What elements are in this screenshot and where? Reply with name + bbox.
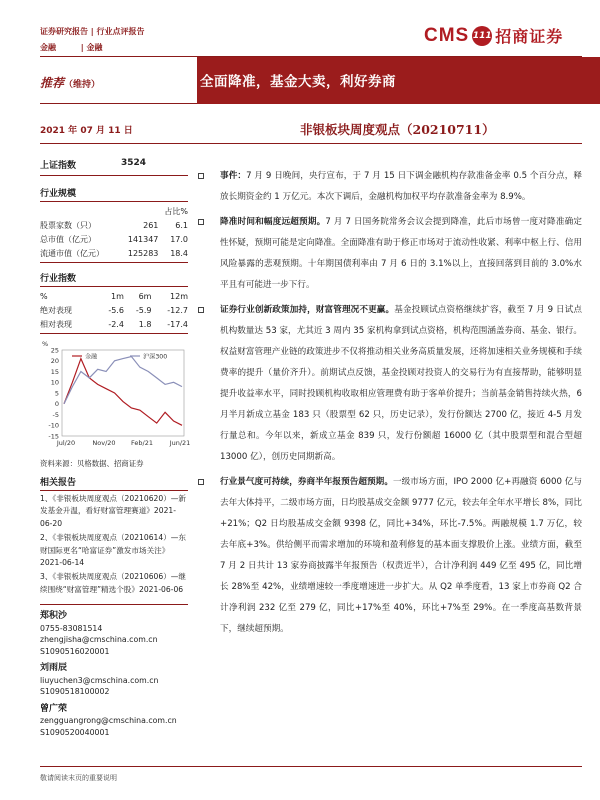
scale-title: 行业规模	[40, 189, 77, 199]
paragraph-body: 基金投顾试点资格继续扩容，截至 7 月 9 日试点机构数量达 53 家，尤其近 3 周内 35 家机构拿到试点资格，机构范围涵盖券商、基金、银行。权益财富管理产业链的政策进步不仅将推动相关业务高质量发展，还将加速相关业务规模和手续费率的提升（量价齐升）。前期试点反馈，基金投顾对投资人的交易行为有直接帮助，能够明显提升收益率水平，同时投顾机构收取相应管理费有助于客单价提升；当前基金销售持续火热，6 月半月新成立基金 183 只（股票型 62 只，历史记录），发行份额达 2700 亿，接近 4-5 月发行量总和。今年以来，新成立基金 839 只，发行份额超 16000 亿（其中股票型和混合型超 13000 亿），创历史同期新高。	[220, 305, 582, 462]
bullet-icon	[198, 307, 204, 313]
paragraph-head: 证券行业创新政策加持，财富管理况不更赢。	[220, 305, 395, 315]
x-tick-label: Jul/20	[56, 439, 76, 447]
bullet-icon	[198, 219, 204, 225]
table-row	[40, 232, 188, 246]
cell: 18.4	[170, 248, 188, 258]
y-tick-label: 15	[50, 367, 59, 376]
logo-mark-icon: 111	[472, 26, 492, 46]
index-value: 3524	[120, 158, 146, 168]
cell: 6.1	[175, 220, 188, 230]
cell: 141347	[127, 234, 159, 244]
x-tick-label: Nov/20	[92, 439, 116, 447]
analyst-email[interactable]: zhengjisha@cmschina.com.cn	[40, 635, 158, 645]
analyst-email[interactable]: zengguangrong@cmschina.com.cn	[40, 716, 177, 726]
table-row	[40, 317, 188, 331]
y-tick-label: -15	[48, 432, 59, 441]
plot-frame	[62, 350, 184, 436]
rating-status: （维持）	[64, 80, 101, 90]
y-tick-label: -5	[52, 410, 59, 419]
y-tick-label: 25	[50, 346, 59, 355]
col-header: %	[40, 291, 48, 301]
paragraph	[198, 166, 582, 208]
cell: 17.0	[170, 234, 188, 244]
cell: 261	[143, 220, 159, 230]
col-header: 1m	[111, 291, 124, 301]
table-row	[40, 218, 188, 232]
banner-title: 全面降准，基金大卖，利好券商	[200, 74, 396, 90]
y-tick-label: 5	[54, 389, 59, 398]
analyst-block	[40, 704, 188, 739]
divider	[40, 604, 188, 605]
sidebar	[40, 146, 191, 738]
analyst-email[interactable]: liuyuchen3@cmschina.com.cn	[40, 675, 159, 685]
table-row	[40, 246, 188, 260]
x-tick-label: Jun/21	[169, 439, 191, 447]
paragraph-body: 一级市场方面，IPO 2000 亿+再融资 6000 亿与去年大体持平，二级市场方面，日均股基成交金额 9777 亿元，较去年全年水平增长 8%，同比+21%；Q2 日均股基成交金额 9398 亿，同比+34%，环比-7.5%。两融规模 1.7 万亿，较去年底+3%。供给侧平而需求增加的环境和盈利修复的基本面支撑股价上涨。业绩方面，截至 7 月 2 日共计 13 家券商披露半年报预告（权责近半），合计净利润 449 亿至 495 亿，同比增长 28%至 42%，业绩增速较一季度增速进一步扩大。从 Q2 单季度看，13 家上市券商 Q2 合计净利润 232 亿至 279 亿，同比+17%至 40%，环比+7%至 29%。在一季度高基数背景下，继续超预期。	[220, 477, 582, 634]
cell: 125283	[127, 248, 159, 258]
table-row	[40, 303, 188, 317]
row-label: 绝对表现	[40, 305, 72, 315]
index-table	[40, 289, 188, 331]
report-body	[198, 166, 582, 644]
paragraph	[198, 300, 582, 468]
analyst-cert: S1090516020001	[40, 646, 110, 656]
scale-table	[40, 204, 188, 260]
divider	[40, 262, 188, 263]
title-rule	[40, 143, 582, 144]
index-name: 上证指数	[40, 161, 77, 171]
analyst-block	[40, 663, 188, 698]
paragraph	[198, 472, 582, 640]
analyst-name: 刘雨辰	[40, 663, 68, 674]
row-label: 相对表现	[40, 319, 72, 329]
cell: 1.8	[138, 319, 152, 329]
rating-label: 推荐	[40, 76, 65, 90]
header-divider: |	[80, 43, 87, 52]
y-tick-label: 20	[50, 357, 59, 366]
cell: -12.7	[167, 305, 188, 315]
row-label: 总市值（亿元）	[40, 234, 96, 244]
analyst-cert: S1090520040001	[40, 727, 110, 737]
paragraph-body: 7 月 9 日晚间，央行宣布，于 7 月 15 日下调金融机构存款准备金率 0.5 个百分点，释放长期资金约 1 万亿元。本次下调后，金融机构加权平均存款准备金率为 8.9%。	[220, 171, 582, 202]
index-title: 行业指数	[40, 274, 77, 284]
header-link-research[interactable]: 证券研究报告	[40, 27, 88, 36]
related-item[interactable]: 1、《非银板块周度观点（20210620）—新发基金升温，看好财富管理赛道》2021-06-20	[40, 494, 186, 528]
paragraph-head: 行业景气度可持续，券商半年报预告超预期。	[220, 477, 393, 487]
logo-cms-text: CMS	[424, 24, 470, 46]
cell: -5.9	[135, 305, 152, 315]
cell: -2.4	[108, 319, 124, 329]
row-label: 股票家数（只）	[40, 220, 96, 230]
cell: -5.6	[108, 305, 124, 315]
bullet-icon	[198, 479, 204, 485]
analyst-name: 郑积沙	[40, 611, 68, 622]
cell: -17.4	[167, 319, 188, 329]
y-unit-label: %	[42, 340, 49, 348]
report-date: 2021 年 07 月 11 日	[40, 126, 133, 136]
paragraph-head: 降准时间和幅度远超预期。	[220, 217, 326, 227]
divider	[40, 175, 188, 176]
footer-rule	[40, 766, 582, 767]
row-label: 流通市值（亿元）	[40, 248, 104, 258]
bullet-icon	[198, 173, 204, 179]
divider	[40, 286, 188, 287]
y-tick-label: -10	[48, 421, 59, 430]
footer-note: 敬请阅读末页的重要说明	[40, 774, 117, 782]
scale-col-header: 占比%	[164, 206, 188, 216]
series-line	[64, 357, 182, 404]
divider	[40, 490, 188, 491]
analyst-cert: S1090518100002	[40, 687, 110, 697]
report-title: 非银板块周度观点（20210711）	[300, 122, 495, 137]
y-tick-label: 10	[50, 378, 59, 387]
col-header: 12m	[170, 291, 188, 301]
chart-source: 资料来源：贝格数据、招商证券	[40, 459, 144, 468]
logo-chinese-name: 招商证券	[495, 27, 564, 46]
rating	[40, 74, 100, 91]
col-header: 6m	[138, 291, 152, 301]
header-link-review[interactable]: 行业点评报告	[96, 27, 145, 36]
header-sector-1: 金融	[40, 43, 56, 52]
analyst-name: 曾广荣	[40, 703, 68, 714]
divider	[40, 201, 188, 202]
legend-label: 沪深300	[143, 353, 168, 361]
x-tick-label: Feb/21	[131, 439, 153, 447]
related-item[interactable]: 3、《非银板块周度观点（20210606）—继续围绕“财富管理”精选个股》2021-06-06	[40, 572, 186, 594]
analyst-phone: 0755-83081514	[40, 623, 103, 633]
related-item[interactable]: 2、《非银板块周度观点（20210614）—东财国际更名“哈富证券”激发市场关注》2021-06-14	[40, 533, 186, 568]
y-tick-label: 0	[54, 400, 59, 409]
rating-rule	[40, 103, 197, 104]
performance-chart	[40, 336, 191, 456]
header-sector-2: 金融	[86, 43, 103, 52]
series-line	[64, 359, 182, 426]
paragraph	[198, 212, 582, 296]
related-title: 相关报告	[40, 478, 77, 488]
paragraph-head: 事件：	[220, 171, 247, 181]
company-logo	[424, 24, 563, 47]
analyst-block	[40, 611, 188, 657]
header-divider: |	[90, 27, 97, 36]
divider	[40, 333, 188, 334]
paragraph-body: 7 月 7 日国务院常务会议会提到降准，此后市场曾一度对降准确定性怀疑，预期可能是定向降准。全面降准有助于修正市场对于流动性收紧、利率中枢上行、信用风险暴露的悲观预期。十年期国债利率由 7 月 6 日的 3.1%以上，直接回落到目前的 3.0%水平且有可能进一步下行。	[220, 217, 582, 290]
legend-label: 金融	[85, 353, 98, 361]
